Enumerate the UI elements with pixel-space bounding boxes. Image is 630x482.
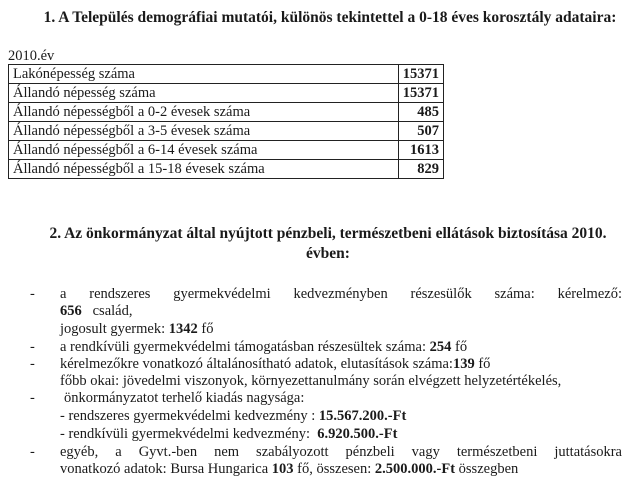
table-row — [9, 65, 444, 84]
extraordinary-benefit-value: 6.920.500.-Ft — [317, 426, 398, 442]
item3-value: 139 — [452, 356, 475, 372]
bullet-dash: - — [30, 339, 35, 355]
bursa-suffix: összegben — [458, 461, 519, 477]
item1-line2 — [60, 303, 132, 320]
item5-line2 — [60, 461, 518, 478]
year-label: 2010.év — [8, 48, 55, 64]
row-label: Állandó népességből a 0-2 évesek száma — [9, 103, 399, 122]
eligible-children-label: jogosult gyermek: — [60, 321, 166, 337]
row-value: 829 — [398, 160, 443, 179]
row-label: Állandó népesség száma — [9, 84, 399, 103]
item5-line1: egyéb, a Gyvt.-ben nem szabályozott pénzbeli vagy természetbeni juttatásokra — [60, 444, 622, 460]
row-value: 15371 — [398, 65, 443, 84]
row-label: Állandó népességből a 3-5 évesek száma — [9, 122, 399, 141]
row-value: 1613 — [398, 141, 443, 160]
row-value: 15371 — [398, 84, 443, 103]
extraordinary-benefit-label: - rendkívüli gyermekvédelmi kedvezmény: — [60, 426, 311, 442]
item3-text: kérelmezőkre vonatkozó általánosítható adatok, elutasítások száma: — [60, 356, 453, 372]
table-row — [9, 84, 444, 103]
item4-line: önkormányzatot terhelő kiadás nagysága: — [64, 390, 305, 406]
row-label: Lakónépesség száma — [9, 65, 399, 84]
item3-reasons: főbb okai: jövedelmi viszonyok, környezettanulmány során elvégzett helyzetértékelés, — [60, 373, 562, 389]
item4-sub2 — [60, 426, 397, 443]
unit-label: fő — [455, 339, 468, 355]
item2-value: 254 — [429, 339, 452, 355]
item3-line — [60, 356, 490, 373]
unit-label: fő — [201, 321, 214, 337]
item1-line1: a rendszeres gyermekvédelmi kedvezményben részesülők száma: kérelmező: — [60, 286, 622, 302]
bursa-total-label: fő, összesen: — [297, 461, 372, 477]
item2-text: a rendkívüli gyermekvédelmi támogatásban részesültek száma: — [60, 339, 426, 355]
item2-line — [60, 339, 467, 356]
row-label: Állandó népességből a 15-18 évesek száma — [9, 160, 399, 179]
bullet-dash: - — [30, 444, 35, 460]
family-count: 656 — [60, 303, 82, 319]
row-label: Állandó népességből a 6-14 évesek száma — [9, 141, 399, 160]
row-value: 485 — [398, 103, 443, 122]
table-row — [9, 141, 444, 160]
unit-label: fő — [478, 356, 491, 372]
bullet-dash: - — [30, 390, 35, 406]
bursa-count: 103 — [271, 461, 294, 477]
regular-benefit-value: 15.567.200.-Ft — [318, 408, 407, 424]
section1-heading: 1. A Település demográfiai mutatói, különös tekintettel a 0-18 éves korosztály adataira: — [43, 9, 617, 26]
bullet-dash: - — [30, 356, 35, 372]
family-label: család, — [92, 303, 133, 319]
bullet-dash: - — [30, 286, 35, 302]
eligible-children-count: 1342 — [168, 321, 198, 337]
row-value: 507 — [398, 122, 443, 141]
bursa-label: vonatkozó adatok: Bursa Hungarica — [60, 461, 269, 477]
bursa-total-value: 2.500.000.-Ft — [374, 461, 456, 477]
table-row — [9, 103, 444, 122]
demographics-table — [8, 64, 444, 179]
item4-sub1 — [60, 408, 406, 425]
item1-line3 — [60, 321, 213, 338]
table-row — [9, 160, 444, 179]
section2-heading: 2. Az önkormányzat által nyújtott pénzbeli, természetbeni ellátások biztosítása 2010. évben: — [49, 225, 607, 262]
regular-benefit-label: - rendszeres gyermekvédelmi kedvezmény : — [60, 408, 316, 424]
table-row — [9, 122, 444, 141]
